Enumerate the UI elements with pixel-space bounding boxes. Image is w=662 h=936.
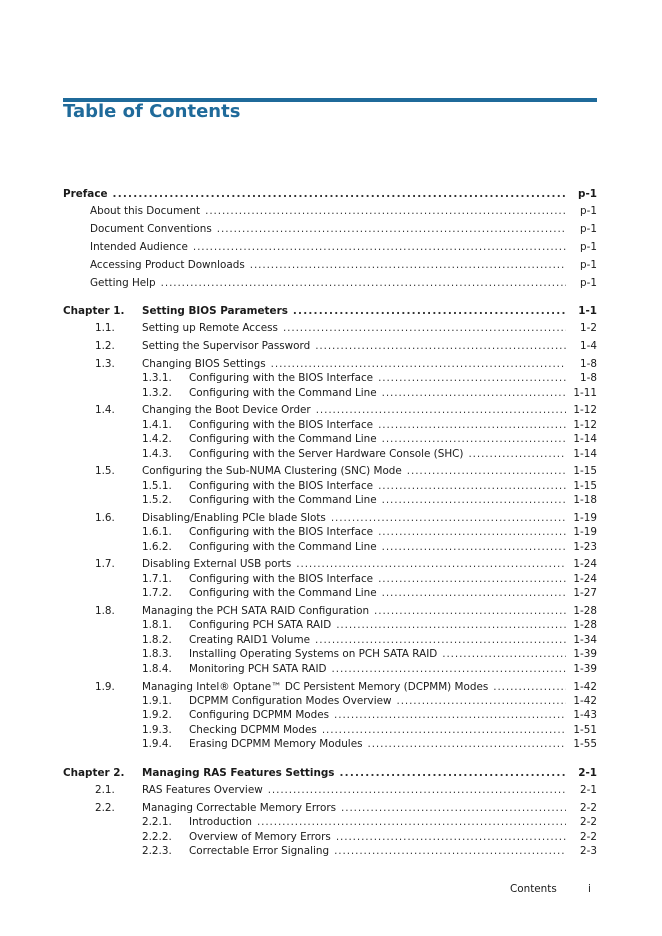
toc-label: Configuring DCPMM Modes: [189, 709, 330, 721]
footer-label: Contents: [510, 883, 557, 895]
toc-number: 1.8.4.: [142, 663, 172, 675]
toc-leader: [193, 241, 566, 254]
toc-page: 1-8: [580, 372, 597, 384]
toc-label: Disabling External USB ports: [142, 558, 292, 570]
toc-label: Creating RAID1 Volume: [189, 634, 311, 646]
toc-chapter-2[interactable]: [63, 767, 597, 780]
toc-label: Monitoring PCH SATA RAID: [189, 663, 327, 675]
toc-label: Managing RAS Features Settings: [142, 767, 335, 779]
toc-leader: [382, 433, 566, 446]
toc-leader: [296, 558, 566, 571]
toc-section[interactable]: [95, 340, 597, 353]
toc-label: Setting up Remote Access: [142, 322, 278, 334]
toc-section[interactable]: [95, 784, 597, 797]
toc-page: 2-1: [578, 767, 597, 779]
toc-number: 1.9.3.: [142, 724, 172, 736]
toc-label: Configuring with the BIOS Interface: [189, 372, 374, 384]
toc-section[interactable]: [95, 605, 597, 618]
toc-leader: [378, 480, 566, 493]
toc-number: 1.6.: [95, 512, 115, 524]
toc-number: 1.2.: [95, 340, 115, 352]
toc-label: Disabling/Enabling PCIe blade Slots: [142, 512, 326, 524]
toc-leader: [382, 587, 566, 600]
toc-page: 1-24: [573, 558, 597, 570]
toc-leader: [407, 465, 566, 478]
toc-page: 2-2: [580, 831, 597, 843]
toc-entry[interactable]: [90, 259, 597, 272]
toc-label: Configuring with the BIOS Interface: [189, 419, 374, 431]
toc-page: 1-1: [578, 305, 597, 317]
toc-leader: [113, 188, 566, 201]
toc-label: Checking DCPMM Modes: [189, 724, 317, 736]
toc-number: 1.7.1.: [142, 573, 172, 585]
toc-leader: [382, 494, 566, 507]
toc-label: About this Document: [90, 205, 201, 217]
toc-page: 1-42: [573, 681, 597, 693]
toc-leader: [332, 663, 566, 676]
toc-number: 1.1.: [95, 322, 115, 334]
toc-leader: [293, 305, 566, 318]
toc-section[interactable]: [95, 465, 597, 478]
toc-number: Chapter 1.: [63, 305, 125, 317]
toc-subsection[interactable]: [142, 480, 597, 493]
toc-page: 1-39: [573, 648, 597, 660]
toc-entry[interactable]: [90, 241, 597, 254]
toc-section[interactable]: [95, 681, 597, 694]
toc-page: 1-27: [573, 587, 597, 599]
toc-page: 1-43: [573, 709, 597, 721]
toc-label: RAS Features Overview: [142, 784, 263, 796]
toc-number: 1.4.: [95, 404, 115, 416]
toc-subsection[interactable]: [142, 448, 597, 461]
toc-label: Installing Operating Systems on PCH SATA RAID: [189, 648, 438, 660]
toc-number: 1.4.1.: [142, 419, 172, 431]
toc-page: 2-3: [580, 845, 597, 857]
toc-subsection[interactable]: [142, 634, 597, 647]
toc-label: Managing the PCH SATA RAID Configuration: [142, 605, 370, 617]
toc-subsection[interactable]: [142, 648, 597, 661]
toc-label: Configuring the Sub-NUMA Clustering (SNC) Mode: [142, 465, 402, 477]
toc-label: Introduction: [189, 816, 252, 828]
toc-label: DCPMM Configuration Modes Overview: [189, 695, 392, 707]
toc-page: 1-14: [573, 433, 597, 445]
toc-page: 1-2: [580, 322, 597, 334]
toc-label: Configuring with the Command Line: [189, 494, 377, 506]
toc-page: 1-11: [573, 387, 597, 399]
toc-section[interactable]: [95, 558, 597, 571]
toc-leader: [331, 512, 566, 525]
toc-number: 1.5.: [95, 465, 115, 477]
toc-label: Changing the Boot Device Order: [142, 404, 311, 416]
toc-subsection[interactable]: [142, 724, 597, 737]
toc-page: p-1: [578, 188, 597, 200]
toc-section[interactable]: [95, 802, 597, 815]
toc-number: 1.3.: [95, 358, 115, 370]
toc-page: 1-19: [573, 512, 597, 524]
toc-subsection[interactable]: [142, 372, 597, 385]
toc-number: 1.5.2.: [142, 494, 172, 506]
toc-page: p-1: [580, 277, 597, 289]
toc-number: 1.6.2.: [142, 541, 172, 553]
toc-subsection[interactable]: [142, 526, 597, 539]
toc-number: 1.9.2.: [142, 709, 172, 721]
toc-leader: [382, 541, 566, 554]
toc-label: Configuring with the Server Hardware Console (SHC): [189, 448, 464, 460]
toc-leader: [339, 767, 566, 780]
toc-section[interactable]: [95, 322, 597, 335]
toc-leader: [217, 223, 566, 236]
toc-number: 1.4.2.: [142, 433, 172, 445]
toc-entry[interactable]: [90, 277, 597, 290]
toc-number: 1.7.2.: [142, 587, 172, 599]
toc-number: 1.9.4.: [142, 738, 172, 750]
toc-page: 2-1: [580, 784, 597, 796]
toc-page: 1-28: [573, 619, 597, 631]
toc-subsection[interactable]: [142, 433, 597, 446]
toc-section[interactable]: [95, 358, 597, 371]
toc-page: p-1: [580, 223, 597, 235]
toc-page: 2-2: [580, 802, 597, 814]
toc-page: 1-39: [573, 663, 597, 675]
toc-subsection[interactable]: [142, 695, 597, 708]
toc-chapter-1[interactable]: [63, 305, 597, 318]
toc-label: Managing Intel® Optane™ DC Persistent Memory (DCPMM) Modes: [142, 681, 489, 693]
toc-subsection[interactable]: [142, 663, 597, 676]
toc-page: 1-55: [573, 738, 597, 750]
toc-leader: [442, 648, 566, 661]
toc-subsection[interactable]: [142, 619, 597, 632]
toc-label: Correctable Error Signaling: [189, 845, 330, 857]
toc-page: 2-2: [580, 816, 597, 828]
toc-leader: [283, 322, 566, 335]
toc-label: Preface: [63, 188, 108, 200]
toc-page: 1-28: [573, 605, 597, 617]
toc-subsection[interactable]: [142, 419, 597, 432]
toc-number: 2.2.3.: [142, 845, 172, 857]
toc-page: 1-19: [573, 526, 597, 538]
toc-number: 1.6.1.: [142, 526, 172, 538]
toc-label: Configuring PCH SATA RAID: [189, 619, 332, 631]
toc-subsection[interactable]: [142, 541, 597, 554]
toc-number: 1.8.2.: [142, 634, 172, 646]
toc-leader: [378, 419, 566, 432]
toc-label: Configuring with the Command Line: [189, 541, 377, 553]
toc-label: Configuring with the Command Line: [189, 387, 377, 399]
toc-number: 1.7.: [95, 558, 115, 570]
toc-page: 1-14: [573, 448, 597, 460]
toc-leader: [382, 387, 566, 400]
toc-page: 1-12: [573, 419, 597, 431]
toc-leader: [205, 205, 566, 218]
toc-leader: [493, 681, 566, 694]
toc-entry[interactable]: [90, 223, 597, 236]
toc-page: 1-4: [580, 340, 597, 352]
toc-number: 1.5.1.: [142, 480, 172, 492]
toc-page: 1-15: [573, 465, 597, 477]
toc-leader: [468, 448, 566, 461]
toc-number: 1.9.1.: [142, 695, 172, 707]
toc-number: 1.9.: [95, 681, 115, 693]
toc-leader: [378, 372, 566, 385]
toc-page: 1-51: [573, 724, 597, 736]
toc-leader: [315, 340, 566, 353]
toc-label: Configuring with the BIOS Interface: [189, 573, 374, 585]
toc-page: 1-8: [580, 358, 597, 370]
toc-label: Configuring with the BIOS Interface: [189, 526, 374, 538]
toc-leader: [161, 277, 566, 290]
toc-label: Configuring with the BIOS Interface: [189, 480, 374, 492]
toc-page: 1-42: [573, 695, 597, 707]
toc-subsection[interactable]: [142, 573, 597, 586]
toc-leader: [334, 709, 566, 722]
toc-number: 1.3.2.: [142, 387, 172, 399]
toc-number: Chapter 2.: [63, 767, 125, 779]
toc-label: Document Conventions: [90, 223, 212, 235]
toc-entry[interactable]: [90, 205, 597, 218]
toc-leader: [271, 358, 566, 371]
toc-page: 1-12: [573, 404, 597, 416]
toc-leader: [316, 404, 566, 417]
toc-leader: [257, 816, 566, 829]
toc-section[interactable]: [95, 404, 597, 417]
toc-label: Setting BIOS Parameters: [142, 305, 288, 317]
toc-leader: [322, 724, 566, 737]
toc-leader: [378, 573, 566, 586]
toc-page: p-1: [580, 259, 597, 271]
toc-number: 2.2.2.: [142, 831, 172, 843]
toc-leader: [341, 802, 566, 815]
toc-label: Changing BIOS Settings: [142, 358, 266, 370]
toc-number: 1.8.: [95, 605, 115, 617]
toc-label: Configuring with the Command Line: [189, 587, 377, 599]
toc-label: Getting Help: [90, 277, 156, 289]
toc-leader: [334, 845, 566, 858]
toc-page: 1-24: [573, 573, 597, 585]
toc-subsection[interactable]: [142, 587, 597, 600]
toc-section[interactable]: [95, 512, 597, 525]
toc-number: 1.8.1.: [142, 619, 172, 631]
toc-number: 2.2.: [95, 802, 115, 814]
toc-page: p-1: [580, 241, 597, 253]
toc-subsection[interactable]: [142, 494, 597, 507]
toc-label: Setting the Supervisor Password: [142, 340, 311, 352]
toc-number: 2.1.: [95, 784, 115, 796]
toc-leader: [396, 695, 566, 708]
toc-subsection[interactable]: [142, 387, 597, 400]
toc-label: Erasing DCPMM Memory Modules: [189, 738, 363, 750]
toc-leader: [378, 526, 566, 539]
toc-number: 1.3.1.: [142, 372, 172, 384]
toc-leader: [315, 634, 566, 647]
toc-page: 1-34: [573, 634, 597, 646]
toc-number: 1.8.3.: [142, 648, 172, 660]
page-title: Table of Contents: [63, 101, 241, 122]
toc-leader: [336, 831, 566, 844]
toc-leader: [336, 619, 566, 632]
toc-label: Accessing Product Downloads: [90, 259, 245, 271]
toc-subsection[interactable]: [142, 709, 597, 722]
toc-leader: [268, 784, 566, 797]
toc-label: Configuring with the Command Line: [189, 433, 377, 445]
toc-subsection[interactable]: [142, 845, 597, 858]
toc-number: 2.2.1.: [142, 816, 172, 828]
toc-entry-preface[interactable]: [63, 188, 597, 201]
toc-leader: [368, 738, 566, 751]
toc-page: 1-23: [573, 541, 597, 553]
toc-page: 1-18: [573, 494, 597, 506]
toc-leader: [250, 259, 566, 272]
toc-leader: [374, 605, 566, 618]
toc-subsection[interactable]: [142, 831, 597, 844]
toc-number: 1.4.3.: [142, 448, 172, 460]
toc-subsection[interactable]: [142, 738, 597, 751]
toc-label: Intended Audience: [90, 241, 188, 253]
toc-page: p-1: [580, 205, 597, 217]
footer-page-number: i: [588, 883, 591, 895]
toc-label: Overview of Memory Errors: [189, 831, 331, 843]
toc-subsection[interactable]: [142, 816, 597, 829]
toc-page: 1-15: [573, 480, 597, 492]
toc-label: Managing Correctable Memory Errors: [142, 802, 337, 814]
